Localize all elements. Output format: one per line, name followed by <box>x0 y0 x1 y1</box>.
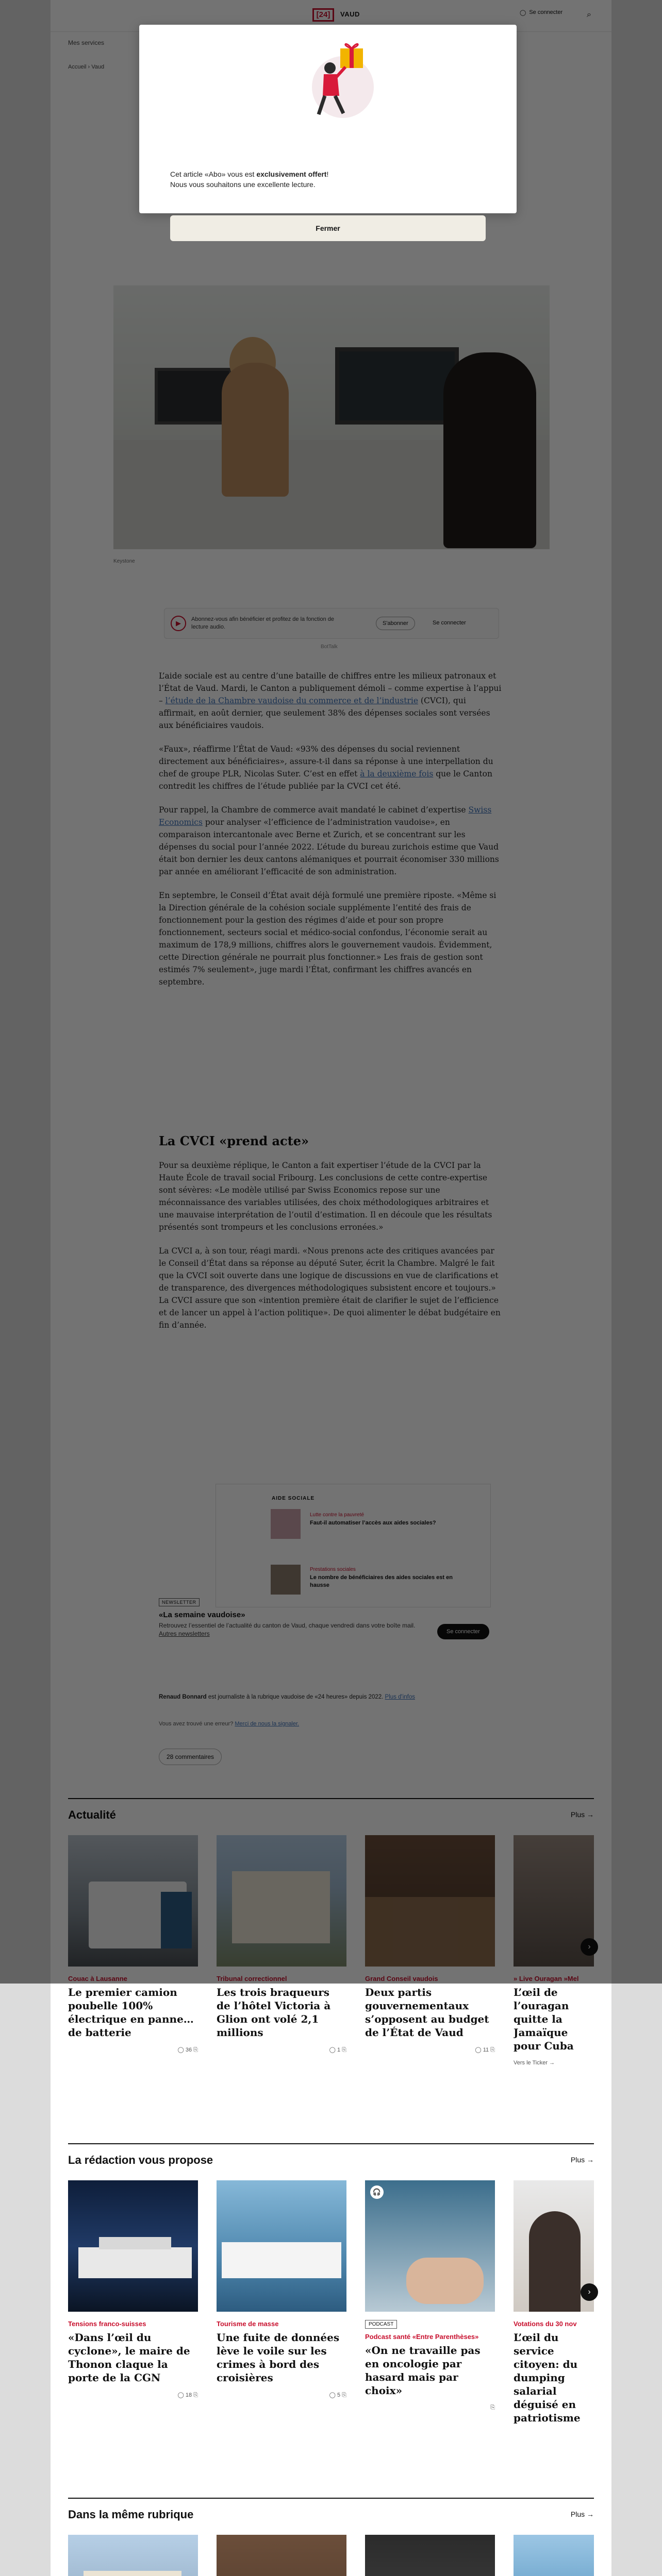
teaser-card[interactable] <box>68 2180 198 2399</box>
teaser-title[interactable]: L’œil de l’ouragan quitte la Jamaïque pour Cuba <box>514 1986 574 2052</box>
teaser-image <box>365 2180 495 2312</box>
teaser-image <box>68 2180 198 2312</box>
teaser-image <box>514 2535 594 2576</box>
teaser-card[interactable] <box>68 2535 198 2576</box>
teaser-image <box>217 2180 346 2312</box>
teaser-title[interactable]: Le premier camion poubelle 100% électrique en panne… de batterie <box>68 1986 194 2039</box>
teaser-title[interactable]: Deux partis gouvernementaux s’opposent au budget de l’État de Vaud <box>365 1986 489 2039</box>
close-button[interactable]: Fermer <box>170 215 486 241</box>
teaser-card[interactable] <box>217 2535 346 2576</box>
section-more-link[interactable]: Plus → <box>570 2156 594 2164</box>
teaser-title[interactable]: Une fuite de données lève le voile sur les crimes à bord des croisières <box>217 2331 340 2384</box>
teaser-card[interactable] <box>365 2535 495 2576</box>
section-more-link[interactable]: Plus → <box>570 2510 594 2518</box>
teaser-meta: ◯ 1 ⎘ <box>329 2047 346 2053</box>
gift-modal <box>139 25 517 232</box>
section-propose <box>68 2143 594 2463</box>
teaser-meta: ⎘ <box>490 2404 495 2411</box>
carousel-next-icon[interactable]: › <box>581 2283 598 2301</box>
teaser-title[interactable]: «On ne travaille pas en oncologie par hasard mais par choix» <box>365 2344 481 2397</box>
teaser-kicker: Tourisme de masse <box>217 2320 279 2328</box>
headphones-icon: 🎧 <box>370 2185 384 2199</box>
section-title: La rédaction vous propose <box>68 2154 213 2166</box>
teaser-title[interactable]: Les trois braqueurs de l’hôtel Victoria à Glion ont volé 2,1 millions <box>217 1986 331 2039</box>
teaser-meta: ◯ 36 ⎘ <box>177 2047 198 2053</box>
teaser-meta: ◯ 11 ⎘ <box>475 2047 495 2053</box>
teaser-image <box>217 2535 346 2576</box>
section-rubrique <box>68 2498 594 2576</box>
teaser-kicker: Votations du 30 nov <box>514 2320 577 2328</box>
teaser-title[interactable]: L’œil du service citoyen: du dumping salarial déguisé en patriotisme <box>514 2331 581 2424</box>
teaser-card[interactable] <box>365 2180 495 2411</box>
teaser-card[interactable] <box>217 2180 346 2399</box>
section-rule <box>68 2498 594 2499</box>
teaser-card[interactable] <box>514 2180 594 2425</box>
section-rule <box>68 2143 594 2144</box>
teaser-image <box>365 2535 495 2576</box>
ticker-link[interactable]: Vers le Ticker → <box>514 2060 555 2066</box>
teaser-image <box>68 2535 198 2576</box>
section-title: Dans la même rubrique <box>68 2508 194 2521</box>
modal-message-2: Nous vous souhaitons une excellente lecture. <box>170 180 316 189</box>
teaser-kicker: Podcast santé «Entre Parenthèses» <box>365 2333 479 2341</box>
modal-message: Cet article «Abo» vous est exclusivement offert! <box>170 170 329 178</box>
teaser-meta: ◯ 18 ⎘ <box>177 2392 198 2398</box>
newsletter-card <box>514 2535 594 2576</box>
teaser-kicker: Tensions franco-suisses <box>68 2320 146 2328</box>
podcast-badge: PODCAST <box>365 2320 397 2329</box>
gift-illustration <box>294 38 382 126</box>
teaser-title[interactable]: «Dans l’œil du cyclone», le maire de Thonon claque la porte de la CGN <box>68 2331 190 2384</box>
teaser-meta: ◯ 5 ⎘ <box>329 2392 346 2398</box>
